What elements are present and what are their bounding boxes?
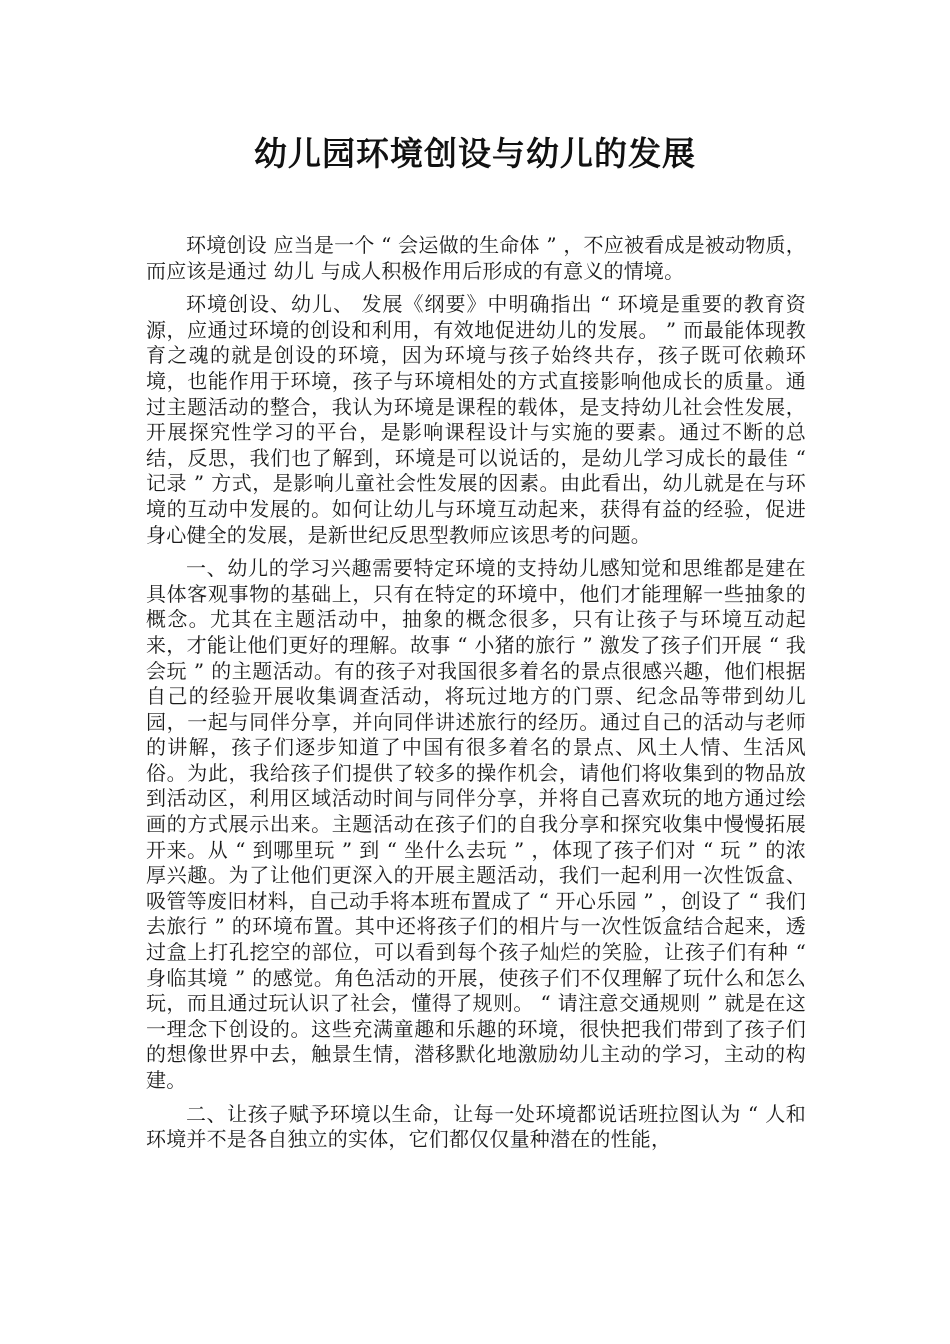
paragraph-intro: 环境创设 应当是一个 “ 会运做的生命体 ” ，不应被看成是被动物质，而应该是通过 幼儿 与成人积极作用后形成的有意义的情境。 [146, 233, 806, 283]
document-title: 幼儿园环境创设与幼儿的发展 [254, 134, 696, 173]
paragraph-section-two: 二、让孩子赋予环境以生命，让每一处环境都说话班拉图认为 “ 人和环境并不是各自独立的实体，它们都仅仅量种潜在的性能， [146, 1101, 806, 1152]
paragraph-section-one: 一、幼儿的学习兴趣需要特定环境的支持幼儿感知觉和思维都是建在具体客观事物的基础上，只有在特定的环境中，他们才能理解一些抽象的概念。尤其在主题活动中，抽象的概念很多，只有让孩子与环境互动起来，才能让他们更好的理解。故事 “ 小猪的旅行 ” 激发了孩子们开展 “ 我会玩 ” 的主题活动。有的孩子对我国很多着名的景点很感兴趣，他们根据自己的经验开展收集调查活动，将玩过地方的门票、纪念品等带到幼儿园，一起与同伴分享，并向同伴讲述旅行的经历。通过自己的活动与老师的讲解，孩子们逐步知道了中国有很多着名的景点、风土人情、生活风俗。为此，我给孩子们提供了较多的操作机会，请他们将收集到的物品放到活动区，利用区域活动时间与同伴分享，并将自己喜欢玩的地方通过绘画的方式展示出来。主题活动在孩子们的自我分享和探究收集中慢慢拓展开来。从 “ 到哪里玩 ” 到 “ 坐什么去玩 ” ，体现了孩子们对 “ 玩 ” 的浓厚兴趣。为了让他们更深入的开展主题活动，我们一起利用一次性饭盒、吸管等废旧材料，自己动手将本班布置成了 “ 开心乐园 ” ，创设了 “ 我们去旅行 ” 的环境布置。其中还将孩子们的相片与一次性饭盒结合起来，透过盒上打孔挖空的部位，可以看到每个孩子灿烂的笑脸，让孩子们有种 “ 身临其境 ” 的感觉。角色活动的开展，使孩子们不仅理解了玩什么和怎么玩，而且通过玩认识了社会，懂得了规则。 “ 请注意交通规则 ” 就是在这一理念下创设的。这些充满童趣和乐趣的环境，很快把我们带到了孩子们的想像世界中去，触景生情，潜移默化地激励幼儿主动的学习，主动的构建。 [146, 556, 806, 1092]
paragraph-outline: 环境创设、幼儿、 发展《纲要》中明确指出 “ 环境是重要的教育资源，应通过环境的创设和利用，有效地促进幼儿的发展。 ” 而最能体现教育之魂的就是创设的环境，因为环境与孩子始终共存，孩子既可依赖环境，也能作用于环境，孩子与环境相处的方式直接影响他成长的质量。通过主题活动的整合，我认为环境是课程的载体，是支持幼儿社会性发展，开展探究性学习的平台，是影响课程设计与实施的要素。通过不断的总结，反思，我们也了解到，环境是可以说话的，是幼儿学习成长的最佳 “ 记录 ” 方式，是影响儿童社会性发展的因素。由此看出，幼儿就是在与环境的互动中发展的。如何让幼儿与环境互动起来，获得有益的经验，促进身心健全的发展，是新世纪反思型教师应该思考的问题。 [146, 292, 806, 547]
document-body [146, 233, 806, 1161]
